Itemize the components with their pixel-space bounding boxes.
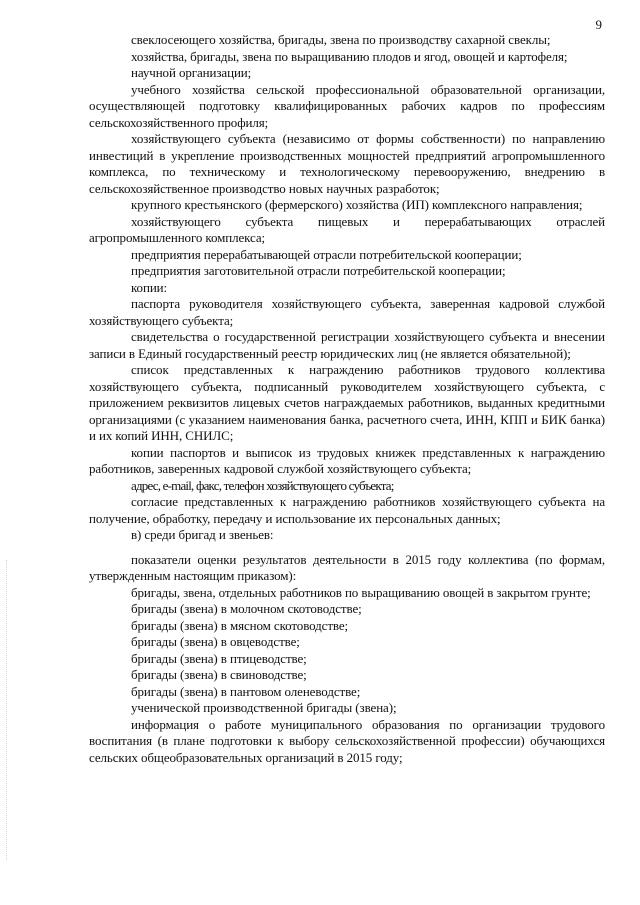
scan-margin-artifact: [6, 560, 8, 860]
section-heading: в) среди бригад и звеньев:: [131, 527, 274, 542]
paragraph: хозяйства, бригады, звена по выращиванию плодов и ягод, овощей и картофеля;: [131, 48, 568, 64]
document-body: [89, 32, 605, 766]
paragraph: список представленных к награждению работников трудового коллектива хозяйствующего субъекта, подписанный руководителем хозяйствующего субъекта, с приложением реквизитов лицевых счетов награждаемых работников, выданных кредитными организациями (с указанием наименования банка, расчетного счета, ИНН, КПП и БИК банка) и их копий ИНН, СНИЛС;: [89, 362, 605, 443]
paragraph: научной организации;: [131, 65, 252, 80]
list-item: бригады (звена) в овцеводстве;: [131, 634, 300, 649]
list-item: бригады (звена) в свиноводстве;: [131, 667, 307, 682]
paragraph: свеклосеющего хозяйства, бригады, звена по производству сахарной свеклы;: [131, 32, 551, 47]
paragraph: копии паспортов и выписок из трудовых книжек представленных к награждению работников, заверенных кадровой службой хозяйствующего субъекта;: [89, 444, 605, 476]
paragraph: паспорта руководителя хозяйствующего субъекта, заверенная кадровой службой хозяйствующего субъекта;: [89, 296, 605, 328]
paragraph: учебного хозяйства сельской профессиональной образовательной организации, осуществляющей подготовку квалифицированных рабочих кадров по профессиям сельскохозяйственного профиля;: [89, 81, 605, 130]
paragraph: хозяйствующего субъекта пищевых и перерабатывающих отраслей агропромышленного комплекса;: [89, 213, 605, 245]
list-item: бригады (звена) в молочном скотоводстве;: [131, 601, 362, 616]
paragraph: свидетельства о государственной регистрации хозяйствующего субъекта и внесении записи в Единый государственный реестр юридических лиц (не является обязательной);: [89, 329, 605, 361]
page-number: 9: [595, 17, 602, 32]
paragraph: предприятия заготовительной отрасли потребительской кооперации;: [131, 263, 506, 278]
paragraph: согласие представленных к награждению работников хозяйствующего субъекта на получение, обработку, передачу и использование их персональных данных;: [89, 494, 605, 526]
paragraph: предприятия перерабатывающей отрасли потребительской кооперации;: [131, 246, 522, 262]
paragraph: крупного крестьянского (фермерского) хозяйства (ИП) комплексного направления;: [131, 197, 583, 212]
list-item: бригады (звена) в мясном скотоводстве;: [131, 617, 349, 633]
paragraph: показатели оценки результатов деятельности в 2015 году коллектива (по формам, утвержденным настоящим приказом):: [89, 551, 605, 583]
paragraph: информация о работе муниципального образования по организации трудового воспитания (в плане подготовки к выбору сельскохозяйственной профессии) обучающихся сельских общеобразовательных организаций в 2015 году;: [89, 716, 605, 765]
list-item: бригады (звена) в птицеводстве;: [131, 650, 307, 666]
paragraph: копии:: [131, 279, 168, 295]
paragraph: бригады, звена, отдельных работников по выращиванию овощей в закрытом грунте;: [131, 584, 591, 600]
list-item: ученической производственной бригады (звена);: [131, 700, 397, 715]
paragraph: адрес, e-mail, факс, телефон хозяйствующего субъекта;: [131, 477, 394, 493]
paragraph: хозяйствующего субъекта (независимо от формы собственности) по направлению инвестиций в укрепление производственных мощностей предприятий агропромышленного комплекса, по техническому и технологическому перевооружению, внедрению в сельскохозяйственное производство новых научных разработок;: [89, 131, 605, 196]
list-item: бригады (звена) в пантовом оленеводстве;: [131, 683, 361, 699]
